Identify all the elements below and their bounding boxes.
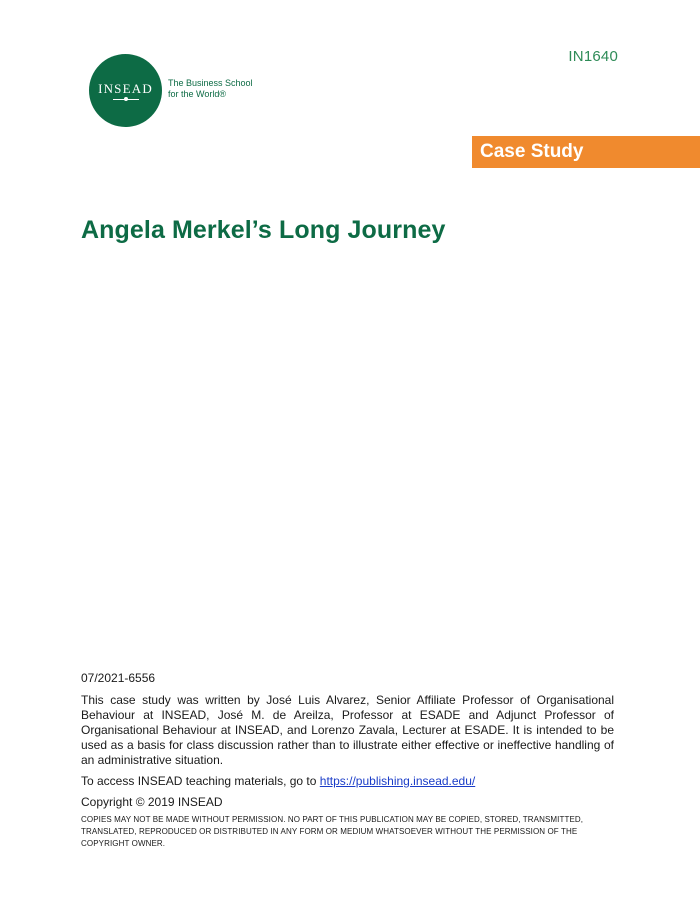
logo-name: INSEAD bbox=[98, 80, 153, 96]
logo-tagline-line1: The Business School bbox=[168, 77, 253, 88]
document-footer bbox=[81, 671, 614, 850]
copyright-notice: COPIES MAY NOT BE MADE WITHOUT PERMISSION. NO PART OF THIS PUBLICATION MAY BE COPIED, STORED, TRANSMITTED, TRANSLATED, REPRODUCED OR DISTRIBUTED IN ANY FORM OR MEDIUM WHATSOEVER WITHOUT THE PERMISSION OF THE COPYRIGHT OWNER. bbox=[81, 815, 584, 848]
document-title: Angela Merkel’s Long Journey bbox=[81, 216, 446, 244]
authorship-statement: This case study was written by José Luis Alvarez, Senior Affiliate Professor of Organisational Behaviour at INSEAD, José M. de Areilza, Professor at ESADE and Adjunct Professor of Organisational Behaviour at INSEAD, and Lorenzo Zavala, Lecturer at ESADE. It is intended to be used as a basis for class discussion rather than to illustrate either effective or ineffective handling of an administrative situation. bbox=[81, 693, 614, 767]
case-study-banner: Case Study bbox=[472, 136, 700, 168]
publishing-link[interactable]: https://publishing.insead.edu/ bbox=[319, 774, 476, 788]
logo-emblem bbox=[89, 54, 162, 127]
insead-logo bbox=[89, 54, 253, 127]
logo-ornament-icon bbox=[113, 99, 139, 100]
publication-code: 07/2021-6556 bbox=[81, 671, 156, 685]
logo-tagline-line2: for the World® bbox=[168, 88, 226, 99]
copyright-line: Copyright © 2019 INSEAD bbox=[81, 795, 223, 809]
logo-tagline bbox=[168, 78, 253, 100]
access-statement bbox=[81, 774, 614, 789]
access-prefix: To access INSEAD teaching materials, go to bbox=[81, 774, 320, 788]
case-code: IN1640 bbox=[568, 48, 618, 65]
